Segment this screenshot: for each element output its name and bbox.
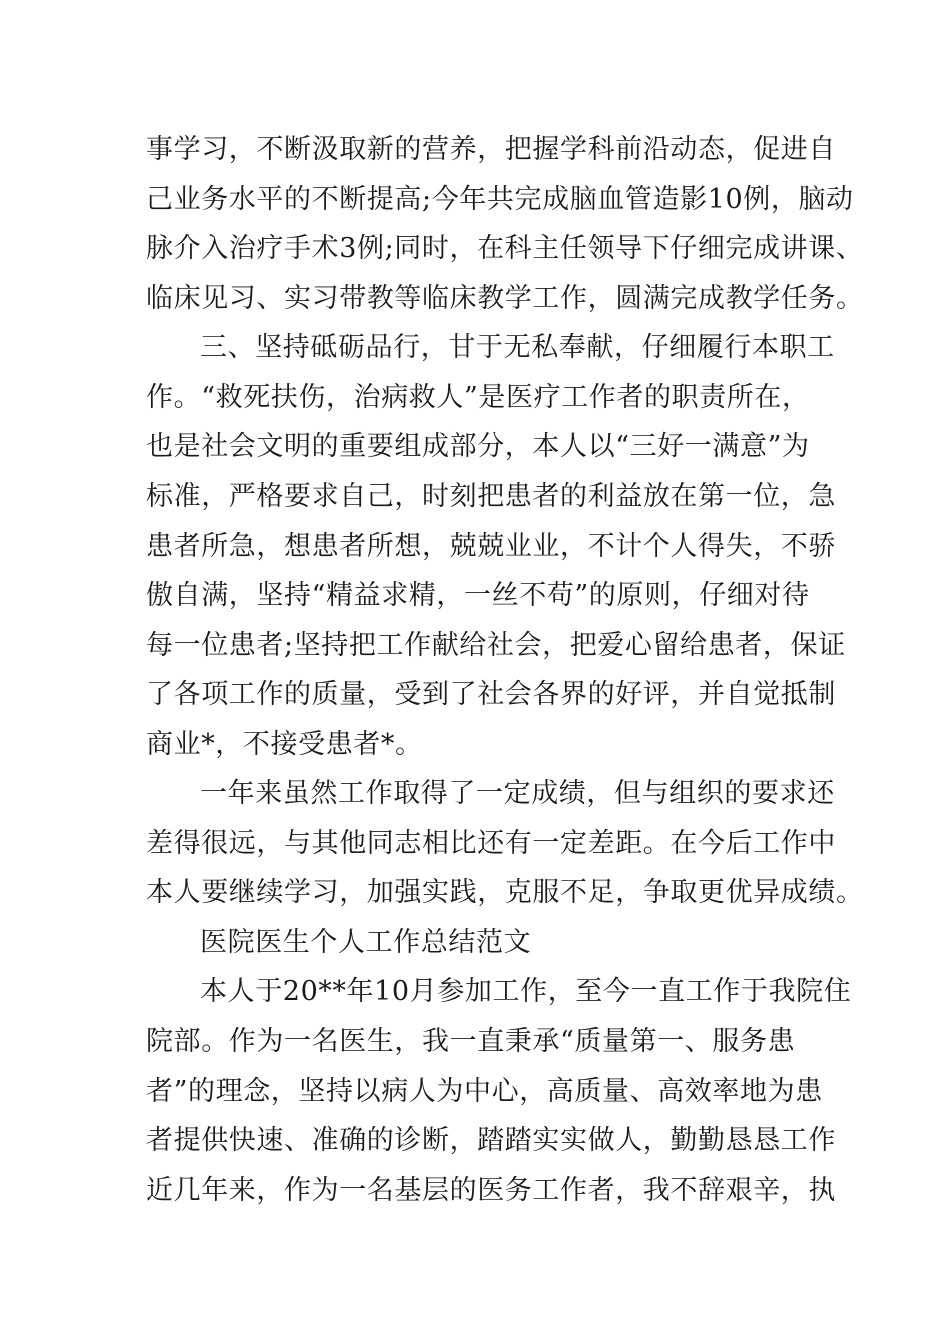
paragraph-start-line: 一年来虽然工作取得了一定成绩，但与组织的要求还 <box>200 778 835 809</box>
text-line: 者”的理念，坚持以病人为中心，高质量、高效率地为患 <box>146 1076 823 1107</box>
text-line: 了各项工作的质量，受到了社会各界的好评，并自觉抵制 <box>146 679 836 710</box>
text-line: 事学习，不断汲取新的营养，把握学科前沿动态，促进自 <box>146 134 836 165</box>
section-heading: 医院医生个人工作总结范文 <box>200 927 532 958</box>
paragraph-start-line: 三、坚持砥砺品行，甘于无私奉献，仔细履行本职工 <box>200 332 835 363</box>
paragraph-start-line: 本人于20**年10月参加工作，至今一直工作于我院住 <box>200 976 852 1007</box>
text-line: 脉介入治疗手术3例;同时，在科主任领导下仔细完成讲课、 <box>146 233 864 264</box>
text-line: 本人要继续学习，加强实践，克服不足，争取更优异成绩。 <box>146 877 864 908</box>
text-line: 作。“救死扶伤，治病救人”是医疗工作者的职责所在， <box>146 382 810 413</box>
text-line: 差得很远，与其他同志相比还有一定差距。在今后工作中 <box>146 828 836 859</box>
text-line: 患者所急，想患者所想，兢兢业业，不计个人得失，不骄 <box>146 531 836 562</box>
text-line: 者提供快速、准确的诊断，踏踏实实做人，勤勤恳恳工作 <box>146 1125 836 1156</box>
text-line: 己业务水平的不断提高;今年共完成脑血管造影10例，脑动 <box>146 184 854 215</box>
text-line: 傲自满，坚持“精益求精，一丝不苟”的原则，仔细对待 <box>146 580 810 611</box>
text-line: 商业*，不接受患者*。 <box>146 729 423 760</box>
text-line: 也是社会文明的重要组成部分，本人以“三好一满意”为 <box>146 431 810 462</box>
text-line: 标准，严格要求自己，时刻把患者的利益放在第一位，急 <box>146 481 836 512</box>
text-line: 每一位患者;坚持把工作献给社会，把爱心留给患者，保证 <box>146 630 846 661</box>
text-line: 院部。作为一名医生，我一直秉承“质量第一、服务患 <box>146 1026 796 1057</box>
text-line: 临床见习、实习带教等临床教学工作，圆满完成教学任务。 <box>146 283 864 314</box>
text-line: 近几年来，作为一名基层的医务工作者，我不辞艰辛，执 <box>146 1175 836 1206</box>
